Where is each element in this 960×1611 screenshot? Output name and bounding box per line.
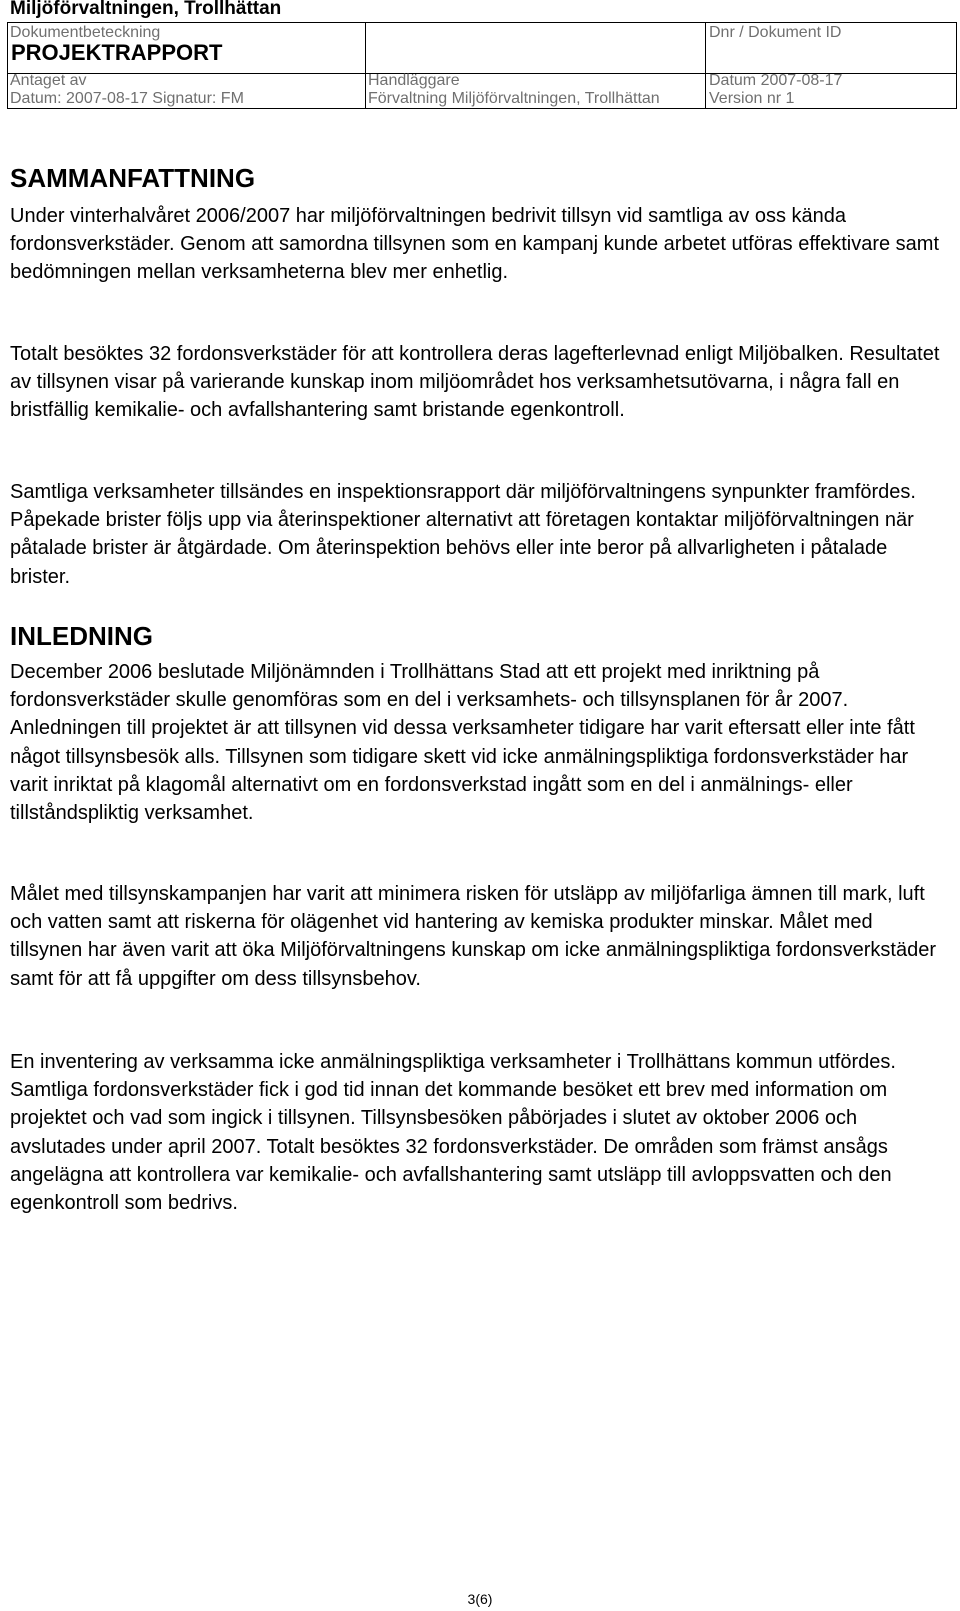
summary-paragraph: Totalt besöktes 32 fordonsverkstäder för att kontrollera deras lagefterlevnad enligt Miljöbalken. Resultatet av tillsynen visar på varierande kunskap inom miljöområdet hos verksamhetsutövarna, i några fall en bristfällig kemikalie- och avfallshantering samt bristande egenkontroll. (10, 343, 940, 422)
document-header (7, 0, 959, 110)
dnr-label: Dnr / Dokument ID (709, 24, 842, 41)
summary-heading: SAMMANFATTNING (10, 163, 256, 193)
date-label: Datum 2007-08-17 (709, 72, 843, 89)
approved-value: Datum: 2007-08-17 Signatur: FM (10, 90, 244, 107)
page-number: 3(6) (467, 1591, 493, 1607)
intro-paragraph: December 2006 beslutade Miljönämnden i Trollhättans Stad att ett projekt med inriktning på fordonsverkstäder skulle genomföras som en del i verksamhets- och tillsynsplanen för år 2007. Anledningen till projektet är att tillsynen vid dessa verksamheter tidigare har varit eftersatt eller inte fått något tillsynsbesök alls. Tillsynen som tidigare skett vid icke anmälningspliktiga fordonsverkstäder har varit inriktat på klagomål alternativt om en fordonsverkstad ingått som en del i anmälnings- eller tillståndspliktig verksamhet. (10, 661, 915, 825)
header-column-divider (705, 23, 706, 108)
approved-label: Antaget av (10, 72, 87, 89)
summary-paragraph: Under vinterhalvåret 2006/2007 har miljöförvaltningen bedrivit tillsyn vid samtliga av oss kända fordonsverkstäder. Genom att samordna tillsynen som en kampanj kunde arbetet utföras effektivare samt bedömningen mellan verksamheterna blev mer enhetlig. (10, 205, 939, 284)
header-table (7, 22, 957, 109)
handler-value: Förvaltning Miljöförvaltningen, Trollhättan (368, 90, 660, 107)
intro-paragraph: Målet med tillsynskampanjen har varit att minimera risken för utsläpp av miljöfarliga ämnen till mark, luft och vatten samt att riskerna för olägenhet vid hantering av kemiska produkter minskar. Målet med tillsynen har även varit att öka Miljöförvaltningens kunskap om icke anmälningspliktiga fordonsverkstäder samt för att få uppgifter om dess tillsynsbehov. (10, 883, 937, 990)
header-column-divider (365, 23, 366, 108)
version-label: Version nr 1 (709, 90, 795, 107)
doc-title: PROJEKTRAPPORT (11, 40, 223, 65)
intro-heading: INLEDNING (10, 621, 153, 651)
summary-paragraph: Samtliga verksamheter tillsändes en inspektionsrapport där miljöförvaltningens synpunkter framfördes. Påpekade brister följs upp via återinspektioner alternativt att företagen kontaktar miljöförvaltningen när påtalade brister är åtgärdade. Om återinspektion behövs eller inte beror på allvarligheten i påtalade brister. (10, 481, 916, 588)
doc-label: Dokumentbeteckning (10, 24, 161, 41)
handler-label: Handläggare (368, 72, 460, 89)
organization-name: Miljöförvaltningen, Trollhättan (10, 0, 282, 19)
intro-paragraph: En inventering av verksamma icke anmälningspliktiga verksamheter i Trollhättans kommun utfördes. Samtliga fordonsverkstäder fick i god tid innan det kommande besöket ett brev med information om projektet och vad som ingick i tillsynen. Tillsynsbesöken påbörjades i slutet av oktober 2006 och avslutades under april 2007. Totalt besöktes 32 fordonsverkstäder. De områden som främst ansågs angelägna att kontrollera var kemikalie- och avfallshantering samt utsläpp till avloppsvatten och den egenkontroll som bedrivs. (10, 1051, 896, 1215)
